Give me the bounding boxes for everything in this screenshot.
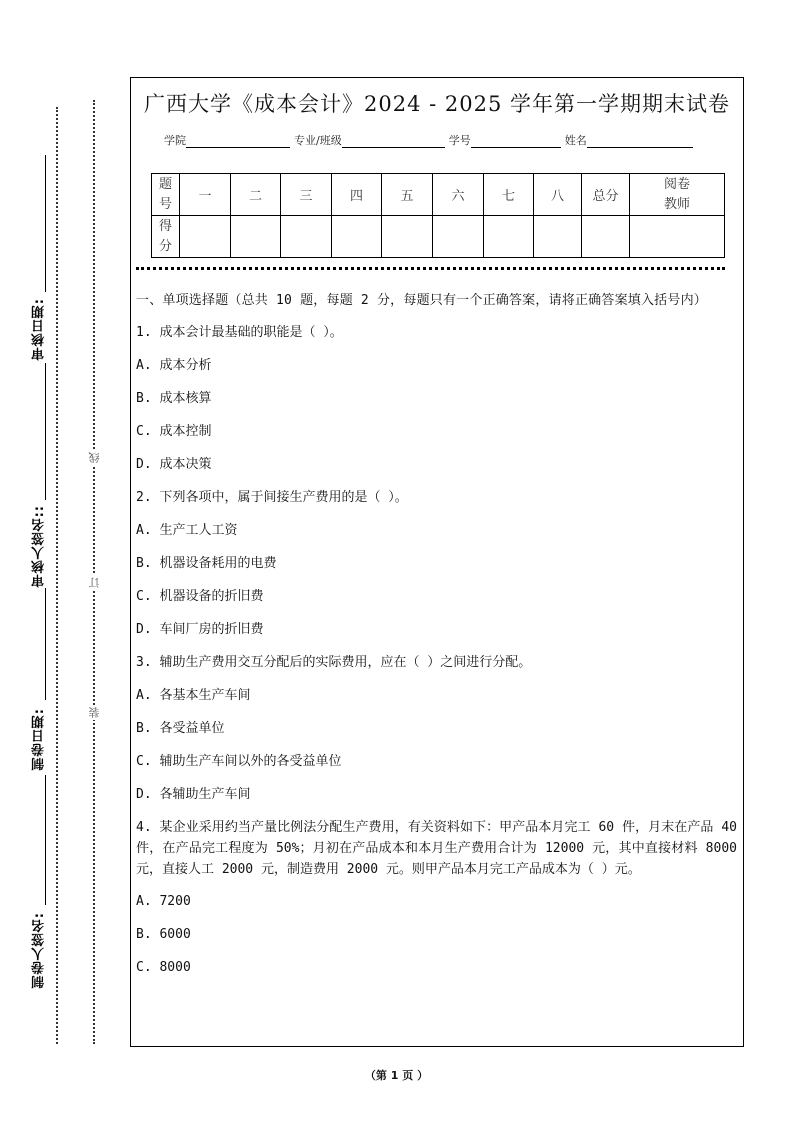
score-label: 得 分 (152, 216, 180, 258)
major-class-field[interactable] (342, 135, 445, 148)
margin-dotted-line-inner (93, 100, 95, 1044)
name-field[interactable] (587, 135, 693, 148)
page-number: （第 1 页 ） (364, 1069, 429, 1082)
option-c: C. 8000 (136, 960, 191, 975)
question-stem: 4. 某企业采用约当产量比例法分配生产费用，有关资料如下：甲产品本月完工 60 件，月末在产品 40 件，在产品完工程度为 50%；月初在产品成本和本月生产费用合计为 12000 元，其中直接材料 8000 元，直接人工 2000 元，制造费用 2000 元。则甲产品本月完工产品成本为（ ）元。 (136, 820, 737, 877)
review-date-blank-tail (45, 363, 46, 393)
option-b: B. 成本核算 (136, 391, 212, 406)
score-table-score-row (152, 216, 725, 258)
score-cell-7[interactable] (484, 216, 534, 258)
col-section-1: 一 (180, 174, 231, 216)
reviewer-signature-blank-tail (45, 588, 46, 698)
score-cell-8[interactable] (534, 216, 582, 258)
option-a: A. 7200 (136, 894, 191, 909)
student-id-label: 学号 (448, 134, 471, 147)
col-section-2: 二 (231, 174, 281, 216)
review-date-label: 审核日期: (32, 298, 47, 361)
question-stem: 1. 成本会计最基础的职能是（ ）。 (136, 325, 343, 340)
col-section-6: 六 (433, 174, 484, 216)
option-b: B. 各受益单位 (136, 721, 225, 736)
col-reviewer: 阅卷 教师 (630, 174, 725, 216)
option-b: B. 6000 (136, 927, 191, 942)
section-heading: 一、单项选择题（总共 10 题，每题 2 分，每题只有一个正确答案，请将正确答案填入括号内） (136, 293, 707, 308)
option-c: C. 成本控制 (136, 424, 212, 439)
reviewer-signature-label: 审核人签名:: (32, 505, 47, 588)
question-4 (136, 817, 737, 979)
option-d: D. 各辅助生产车间 (136, 787, 251, 802)
score-table (151, 173, 725, 258)
score-table-header-row (152, 174, 725, 216)
student-info-row (164, 132, 697, 148)
major-class-label: 专业/班级 (294, 134, 342, 147)
col-section-4: 四 (332, 174, 382, 216)
score-cell-5[interactable] (382, 216, 433, 258)
option-c: C. 辅助生产车间以外的各受益单位 (136, 754, 342, 769)
paper-setter-signature-label: 制卷人签名: (32, 912, 47, 989)
question-2 (136, 487, 737, 641)
score-cell-2[interactable] (231, 216, 281, 258)
exam-title: 广西大学《成本会计》2024 - 2025 学年第一学期期末试卷 (143, 92, 730, 116)
option-d: D. 车间厂房的折旧费 (136, 622, 264, 637)
score-cell-total[interactable] (582, 216, 630, 258)
score-cell-3[interactable] (281, 216, 332, 258)
cut-mark-pack: 装 (88, 707, 101, 718)
score-cell-1[interactable] (180, 216, 231, 258)
score-cell-reviewer[interactable] (630, 216, 725, 258)
col-section-5: 五 (382, 174, 433, 216)
col-section-7: 七 (484, 174, 534, 216)
option-b: B. 机器设备耗用的电费 (136, 556, 277, 571)
score-cell-4[interactable] (332, 216, 382, 258)
option-a: A. 各基本生产车间 (136, 688, 251, 703)
col-section-8: 八 (534, 174, 582, 216)
reviewer-signature-blank[interactable] (45, 390, 46, 500)
review-date-blank[interactable] (45, 155, 46, 292)
question-1 (136, 322, 737, 476)
option-a: A. 生产工人工资 (136, 523, 238, 538)
exam-page (130, 77, 744, 1047)
question-number-label: 题 号 (152, 174, 180, 216)
question-stem: 3. 辅助生产费用交互分配后的实际费用，应在（ ）之间进行分配。 (136, 655, 532, 670)
cut-mark-line: 线 (88, 452, 101, 463)
paper-date-label: 制卷日期: (32, 708, 47, 771)
score-cell-6[interactable] (433, 216, 484, 258)
college-label: 学院 (164, 134, 186, 147)
option-d: D. 成本决策 (136, 457, 212, 472)
section-single-choice (136, 290, 737, 990)
name-label: 姓名 (564, 134, 587, 147)
paper-setter-signature-blank-top (45, 688, 46, 700)
col-section-3: 三 (281, 174, 332, 216)
option-c: C. 机器设备的折旧费 (136, 589, 264, 604)
col-total: 总分 (582, 174, 630, 216)
dotted-separator (136, 267, 725, 270)
student-id-field[interactable] (471, 135, 561, 148)
college-field[interactable] (186, 135, 290, 148)
paper-date-blank[interactable] (45, 775, 46, 905)
question-stem: 2. 下列各项中，属于间接生产费用的是（ ）。 (136, 490, 408, 505)
margin-dotted-line-outer (56, 107, 58, 1044)
cut-mark-bind: 订 (88, 577, 101, 588)
question-3 (136, 652, 737, 806)
option-a: A. 成本分析 (136, 358, 212, 373)
